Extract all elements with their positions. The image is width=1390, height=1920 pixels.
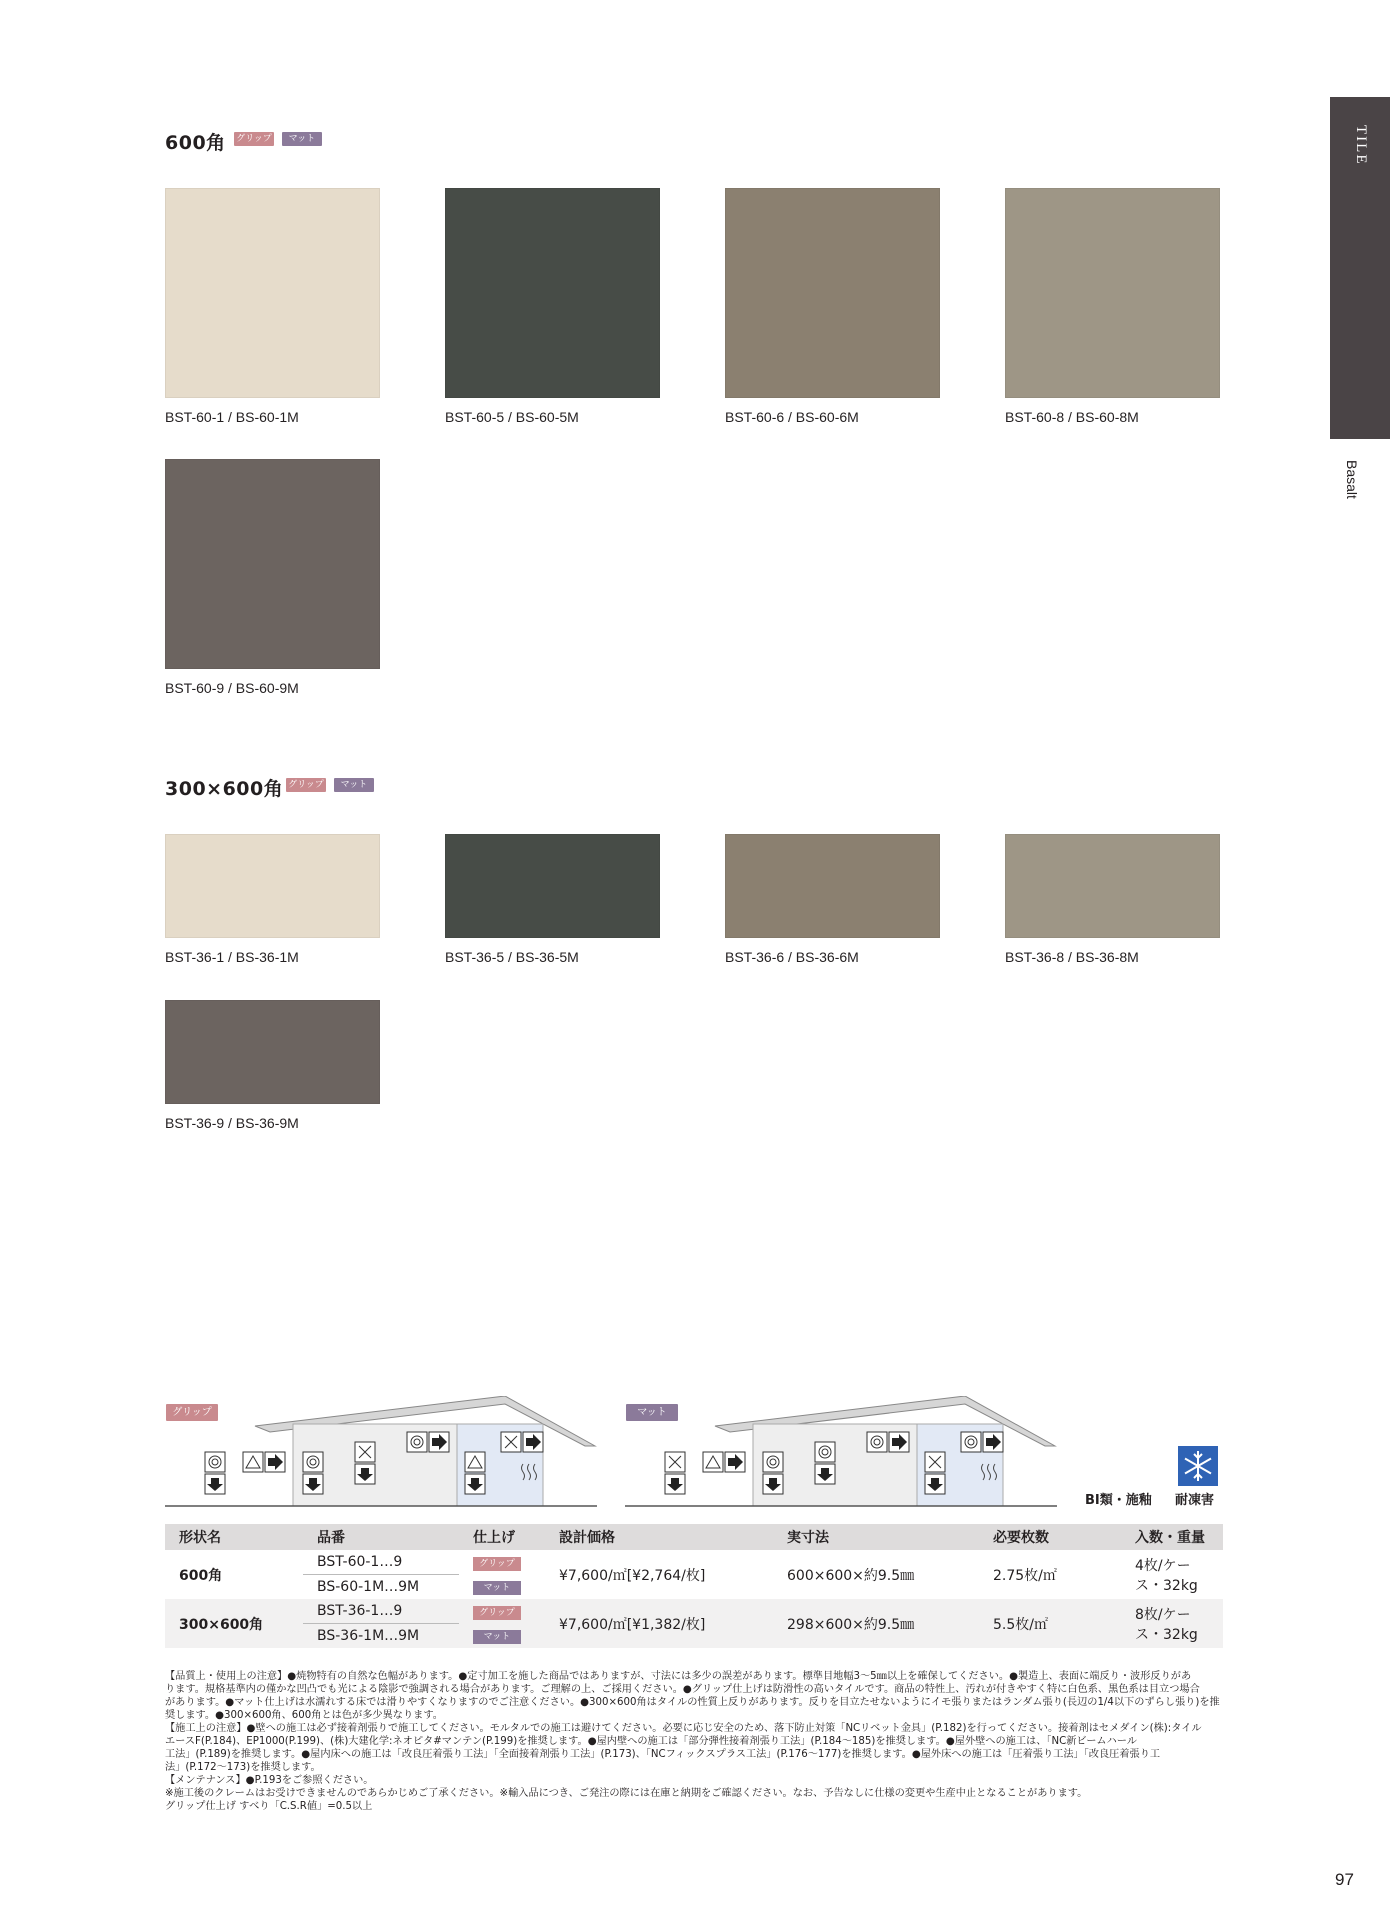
tile-caption: BST-36-9 / BS-36-9M [165,1115,299,1131]
header-count: 必要枚数 [979,1524,1121,1550]
diagram-matt-badge: マット [626,1404,678,1421]
double-circle-icon [205,1452,225,1472]
double-circle-icon [763,1452,783,1472]
arrow-down-icon [815,1464,835,1484]
section-title-600: 600角 [165,132,226,154]
table-row [165,1599,1223,1624]
cross-icon [925,1452,945,1472]
arrow-down-icon [303,1474,323,1494]
table-row [165,1550,1223,1575]
page-number: 97 [1335,1870,1354,1889]
arrow-right-icon [889,1432,909,1452]
tile-swatch [445,834,660,938]
cross-icon [665,1452,685,1472]
grip-badge: グリップ [234,132,274,146]
finish-badge: マット [473,1630,521,1644]
arrow-right-icon [523,1432,543,1452]
note-line: 工法」(P.189)を推奨します。●屋内床への施工は「改良圧着張り工法」「全面接着剤張り工法」(P.173)、「NCフィックスプラス工法」(P.176〜177)を推奨します。●屋外床への施工は「圧着張り工法」「改良圧着張り工 [165,1749,1161,1760]
tile-swatch [1005,834,1220,938]
double-circle-icon [815,1442,835,1462]
tile-caption: BST-36-1 / BS-36-1M [165,949,299,965]
tile-swatch [165,834,380,938]
header-code: 品番 [303,1524,459,1550]
header-pack: 入数・重量 [1121,1524,1223,1550]
header-shape: 形状名 [165,1524,303,1550]
tile-caption: BST-36-5 / BS-36-5M [445,949,579,965]
tile-swatch [165,188,380,398]
note-line: ※施工後のクレームはお受けできませんのであらかじめご了承ください。※輸入品につき、ご発注の際には在庫と納期をご確認ください。なお、予告なしに仕様の変更や生産中止となることがあります。 [165,1788,1088,1799]
matt-usage-diagram [625,1396,1065,1510]
grip-usage-diagram [165,1396,605,1510]
arrow-down-icon [925,1474,945,1494]
double-circle-icon [303,1452,323,1472]
tile-swatch [725,188,940,398]
tile-swatch [445,188,660,398]
note-line: グリップ仕上げ すべり「C.S.R値」=0.5以上 [165,1801,373,1812]
size-cell: 298×600×約9.5㎜ [773,1599,979,1648]
price-cell: ¥7,600/㎡[¥2,764/枚] [559,1567,706,1584]
spec-table [165,1524,1223,1648]
pack-cell: 8枚/ケース・32kg [1121,1599,1223,1648]
arrow-right-icon [725,1452,745,1472]
side-tab [1330,97,1390,439]
code-cell: BS-36-1M…9M [303,1624,459,1649]
frost-resistance-label: 耐凍害 [1175,1493,1215,1508]
arrow-down-icon [763,1474,783,1494]
count-cell: 2.75枚/㎡ [993,1567,1057,1584]
note-line: エースF(P.184)、EP1000(P.199)、(株)大建化学:ネオピタ#マンテン(P.199)を推奨します。●屋内壁への施工は「部分弾性接着剤張り工法」(P.184〜185)を推奨します。●屋外壁への施工は、「NC新ビームハール [165,1736,1137,1747]
finish-badge: グリップ [473,1557,521,1571]
tile-swatch [725,834,940,938]
arrow-down-icon [465,1474,485,1494]
shape-cell: 600角 [179,1567,223,1584]
cross-icon [355,1442,375,1462]
size-cell: 600×600×約9.5㎜ [787,1567,915,1584]
side-tab-label: TILE [1353,125,1369,166]
tile-swatch [165,459,380,669]
arrow-right-icon [265,1452,285,1472]
tile-swatch [165,1000,380,1104]
matt-badge: マット [282,132,322,146]
note-line: 【施工上の注意】●壁への施工は必ず接着剤張りで施工してください。モルタルでの施工は避けてください。必要に応じ安全のため、落下防止対策「NCリベット金具」(P.182)を行ってください。接着剤はセメダイン(株):タイル [165,1723,1202,1734]
code-cell: BST-36-1…9 [303,1599,459,1624]
tile-caption: BST-60-5 / BS-60-5M [445,409,579,425]
note-line: 【品質上・使用上の注意】●焼物特有の自然な色幅があります。●定寸加工を施した商品ではありますが、寸法には多少の誤差があります。標準目地幅3〜5㎜以上を確保してください。●製造上、表面に端反り・波形反りがあ [165,1671,1192,1682]
triangle-icon [465,1452,485,1472]
code-cell: BS-60-1M…9M [317,1579,420,1595]
arrow-down-icon [205,1474,225,1494]
note-line: 法」(P.172〜173)を推奨します。 [165,1762,321,1773]
table-header-row [165,1524,1223,1550]
snowflake-icon [1178,1446,1218,1486]
shape-cell: 300×600角 [165,1599,303,1648]
tile-caption: BST-36-6 / BS-36-6M [725,949,859,965]
tile-caption: BST-60-1 / BS-60-1M [165,409,299,425]
cross-icon [501,1432,521,1452]
arrow-right-icon [429,1432,449,1452]
tile-caption: BST-36-8 / BS-36-8M [1005,949,1139,965]
tile-caption: BST-60-6 / BS-60-6M [725,409,859,425]
header-size: 実寸法 [773,1524,979,1550]
count-cell: 5.5枚/㎡ [979,1599,1121,1648]
matt-badge: マット [334,778,374,792]
note-line: 【メンテナンス】●P.193をご参照ください。 [165,1775,374,1786]
double-circle-icon [961,1432,981,1452]
price-cell: ¥7,600/㎡[¥1,382/枚] [545,1599,773,1648]
double-circle-icon [407,1432,427,1452]
header-finish: 仕上げ [459,1524,545,1550]
arrow-down-icon [665,1474,685,1494]
arrow-right-icon [983,1432,1003,1452]
tile-swatch [1005,188,1220,398]
finish-badge: グリップ [473,1606,521,1620]
tile-caption: BST-60-8 / BS-60-8M [1005,409,1139,425]
double-circle-icon [867,1432,887,1452]
diagram-grip-badge: グリップ [166,1404,218,1421]
note-line: があります。●マット仕上げは水濡れする床では滑りやすくなりますのでご注意ください。●300×600角はタイルの性質上反りがあります。反りを目立たせないようにイモ張りまたはランダム張り(長辺の1/4以下のずらし張り)を推 [165,1697,1220,1708]
header-price: 設計価格 [545,1524,773,1550]
triangle-icon [243,1452,263,1472]
arrow-down-icon [355,1464,375,1484]
notes [165,1670,1225,1813]
code-cell: BST-60-1…9 [303,1550,459,1575]
grip-badge: グリップ [286,778,326,792]
triangle-icon [703,1452,723,1472]
section-title-300x600: 300×600角 [165,778,284,800]
finish-badge: マット [473,1581,521,1595]
note-line: 奨します。●300×600角、600角とは色が多少異なります。 [165,1710,443,1721]
note-line: ります。規格基準内の僅かな凹凸でも光による陰影で強調される場合があります。ご理解の上、ご採用ください。●グリップ仕上げは防滑性の高いタイルです。商品の特性上、汚れが付きやすく特に白色系、黒色系は目立つ場合 [165,1684,1200,1695]
pack-cell: 4枚/ケース・32kg [1135,1557,1198,1594]
bi-class-label: BI類・施釉 [1085,1493,1152,1508]
tile-caption: BST-60-9 / BS-60-9M [165,680,299,696]
series-label: Basalt [1344,460,1360,499]
